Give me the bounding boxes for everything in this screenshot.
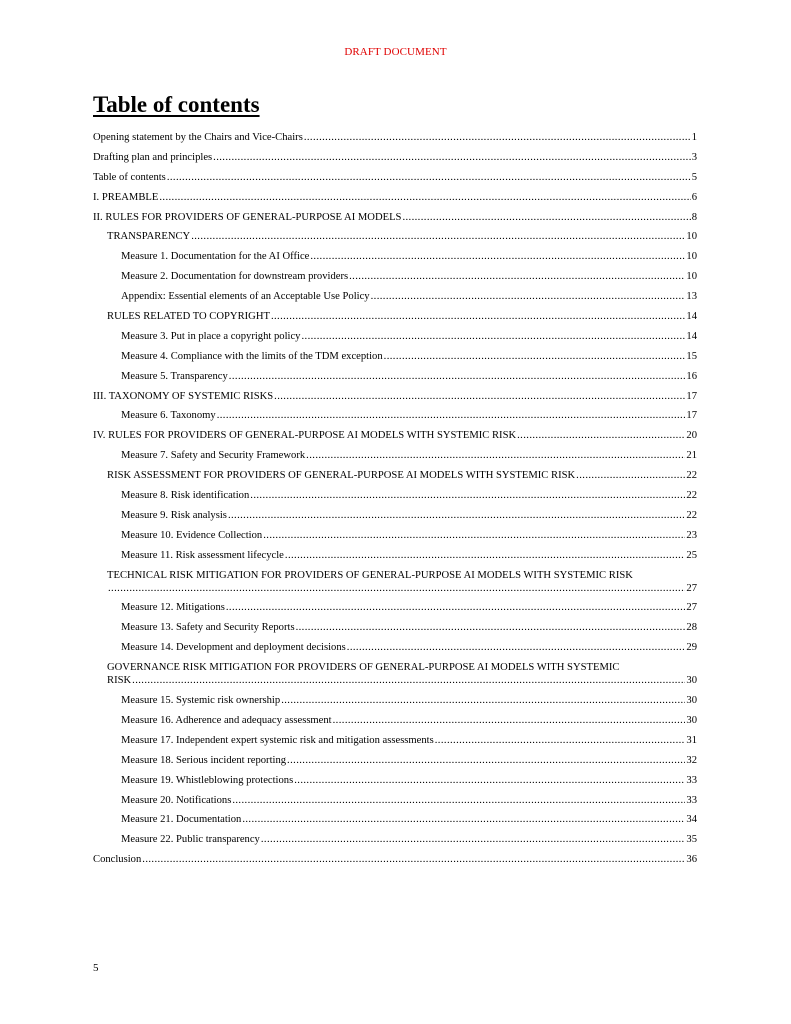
dot-leader xyxy=(217,409,686,422)
dot-leader xyxy=(306,449,685,462)
dot-leader xyxy=(301,330,685,343)
toc-entry-label: Opening statement by the Chairs and Vice-Chairs xyxy=(93,132,303,143)
dot-leader xyxy=(294,774,685,787)
dot-leader xyxy=(287,754,685,767)
toc-entry-page-number: 8 xyxy=(691,211,697,223)
toc-entry-label: Drafting plan and principles xyxy=(93,151,213,163)
toc-entry-label: Measure 4. Compliance with the limits of the TDM exception xyxy=(121,350,383,362)
dot-leader xyxy=(232,794,685,807)
dot-leader xyxy=(285,549,686,562)
toc-entry-page-number: 6 xyxy=(691,191,697,203)
dot-leader xyxy=(517,429,685,442)
toc-entry-label: Measure 18. Serious incident reporting xyxy=(121,754,287,766)
toc-entry-label: Measure 16. Adherence and adequacy assessment xyxy=(121,714,332,726)
dot-leader xyxy=(576,469,685,482)
toc-entry-label: Measure 11. Risk assessment lifecycle xyxy=(121,549,284,561)
toc-entry-label: Measure 7. Safety and Security Framework xyxy=(121,450,306,462)
toc-entry[interactable] xyxy=(93,469,697,482)
toc-entry-page-number: 1 xyxy=(691,132,697,143)
toc-entry-page-number: 17 xyxy=(686,390,697,402)
dot-leader xyxy=(191,230,685,243)
dot-leader xyxy=(167,171,691,184)
dot-leader xyxy=(347,641,686,654)
toc-entry-page-number: 23 xyxy=(686,529,697,541)
toc-entry-page-number: 30 xyxy=(686,675,697,687)
dot-leader xyxy=(349,270,685,283)
dot-leader xyxy=(229,370,686,383)
toc-entry[interactable] xyxy=(93,853,697,866)
draft-document-header: DRAFT DOCUMENT xyxy=(344,46,447,58)
toc-entry[interactable] xyxy=(93,270,697,283)
toc-entry-label: Measure 21. Documentation xyxy=(121,814,242,826)
dot-leader xyxy=(296,621,686,634)
toc-entry-label: Measure 19. Whistleblowing protections xyxy=(121,774,294,786)
toc-entry-page-number: 25 xyxy=(686,549,697,561)
toc-entry-page-number: 29 xyxy=(686,642,697,654)
dot-leader xyxy=(435,734,686,747)
toc-entry-page-number: 22 xyxy=(686,470,697,482)
toc-entry[interactable] xyxy=(93,509,697,522)
toc-entry-label: Measure 2. Documentation for downstream providers xyxy=(121,271,349,283)
toc-entry-label: Measure 1. Documentation for the AI Office xyxy=(121,251,310,263)
dot-leader xyxy=(261,833,686,846)
toc-entry-label: Measure 20. Notifications xyxy=(121,794,232,806)
toc-entry-label: Measure 17. Independent expert systemic risk and mitigation assessments xyxy=(121,734,434,746)
dot-leader xyxy=(250,489,685,502)
toc-entry[interactable] xyxy=(93,734,697,747)
toc-entry-page-number: 33 xyxy=(686,794,697,806)
toc-entry-label: Measure 13. Safety and Security Reports xyxy=(121,622,295,634)
table-of-contents xyxy=(93,131,697,873)
toc-entry[interactable] xyxy=(93,250,697,263)
dot-leader xyxy=(228,509,685,522)
toc-entry-label: Measure 22. Public transparency xyxy=(121,834,260,846)
toc-entry-label: Measure 9. Risk analysis xyxy=(121,509,227,521)
toc-entry-label: Measure 15. Systemic risk ownership xyxy=(121,695,281,707)
toc-entry[interactable] xyxy=(93,813,697,826)
toc-entry-continuation xyxy=(107,674,697,687)
toc-entry[interactable] xyxy=(93,310,697,323)
toc-entry-page-number: 14 xyxy=(686,311,697,323)
toc-entry-label: I. PREAMBLE xyxy=(93,191,159,203)
toc-entry-page-number: 27 xyxy=(686,602,697,614)
toc-entry-label: GOVERNANCE RISK MITIGATION FOR PROVIDERS OF GENERAL-PURPOSE AI MODELS WITH SYSTEMIC xyxy=(107,662,620,674)
toc-entry-page-number: 28 xyxy=(686,622,697,634)
dot-leader xyxy=(371,290,686,303)
toc-entry-label: TECHNICAL RISK MITIGATION FOR PROVIDERS OF GENERAL-PURPOSE AI MODELS WITH SYSTEMIC RISK xyxy=(107,569,633,581)
toc-entry[interactable] xyxy=(93,370,697,383)
toc-entry-page-number: 13 xyxy=(686,291,697,303)
toc-entry-continuation xyxy=(107,582,697,595)
dot-leader xyxy=(213,151,691,164)
toc-entry-label: Measure 5. Transparency xyxy=(121,370,228,382)
toc-entry[interactable] xyxy=(93,794,697,807)
toc-entry[interactable] xyxy=(93,290,697,303)
toc-entry-label: II. RULES FOR PROVIDERS OF GENERAL-PURPOSE AI MODELS xyxy=(93,211,402,223)
toc-entry-label: Measure 8. Risk identification xyxy=(121,490,250,502)
toc-entry-page-number: 32 xyxy=(686,754,697,766)
dot-leader xyxy=(263,529,685,542)
toc-entry[interactable] xyxy=(93,211,697,224)
toc-entry[interactable] xyxy=(93,390,697,403)
toc-entry[interactable] xyxy=(93,754,697,767)
toc-entry[interactable] xyxy=(93,774,697,787)
dot-leader xyxy=(310,250,685,263)
toc-entry-page-number: 33 xyxy=(686,774,697,786)
toc-entry-label: Measure 3. Put in place a copyright policy xyxy=(121,330,301,342)
toc-entry-page-number: 22 xyxy=(686,490,697,502)
toc-entry-page-number: 31 xyxy=(686,734,697,746)
toc-entry[interactable] xyxy=(93,489,697,502)
toc-entry-page-number: 30 xyxy=(686,695,697,707)
dot-leader xyxy=(226,601,686,614)
toc-entry-page-number: 20 xyxy=(686,430,697,442)
toc-entry[interactable] xyxy=(93,714,697,727)
toc-entry-page-number: 22 xyxy=(686,509,697,521)
toc-entry-label: RISK ASSESSMENT FOR PROVIDERS OF GENERAL-PURPOSE AI MODELS WITH SYSTEMIC RISK xyxy=(107,470,576,482)
toc-entry-label: RULES RELATED TO COPYRIGHT xyxy=(107,311,270,323)
toc-entry-page-number: 10 xyxy=(686,251,697,263)
toc-entry-page-number: 16 xyxy=(686,370,697,382)
toc-entry-label: Measure 14. Development and deployment decisions xyxy=(121,642,346,654)
toc-entry[interactable] xyxy=(93,151,697,164)
toc-entry[interactable] xyxy=(93,171,697,184)
toc-entry[interactable] xyxy=(93,529,697,542)
toc-entry[interactable] xyxy=(93,429,697,442)
toc-entry[interactable] xyxy=(93,601,697,614)
dot-leader xyxy=(281,694,685,707)
dot-leader xyxy=(402,211,690,224)
toc-entry[interactable] xyxy=(93,621,697,634)
dot-leader xyxy=(132,674,685,687)
toc-entry-page-number: 10 xyxy=(686,231,697,243)
toc-entry-page-number: 34 xyxy=(686,814,697,826)
toc-entry[interactable] xyxy=(93,350,697,363)
toc-entry-page-number: 5 xyxy=(691,171,697,183)
toc-entry[interactable] xyxy=(93,833,697,846)
toc-entry-page-number: 27 xyxy=(686,582,697,594)
toc-entry-page-number: 10 xyxy=(686,271,697,283)
toc-entry-label: Appendix: Essential elements of an Acceptable Use Policy xyxy=(121,291,370,303)
page-title: Table of contents xyxy=(93,92,260,117)
toc-entry-label-continued: RISK xyxy=(107,675,132,687)
toc-entry-page-number: 15 xyxy=(686,350,697,362)
dot-leader xyxy=(242,813,685,826)
toc-entry-page-number: 35 xyxy=(686,834,697,846)
toc-entry[interactable] xyxy=(93,449,697,462)
toc-entry[interactable] xyxy=(93,549,697,562)
toc-entry-page-number: 17 xyxy=(686,410,697,422)
toc-entry-label: Conclusion xyxy=(93,854,142,866)
toc-entry[interactable] xyxy=(93,661,697,687)
toc-entry[interactable] xyxy=(93,191,697,204)
toc-entry[interactable] xyxy=(93,131,697,144)
toc-entry-page-number: 14 xyxy=(686,330,697,342)
toc-entry-page-number: 3 xyxy=(691,151,697,163)
dot-leader xyxy=(333,714,686,727)
toc-entry-label: TRANSPARENCY xyxy=(107,231,191,243)
toc-entry[interactable] xyxy=(93,569,697,595)
toc-entry-label: III. TAXONOMY OF SYSTEMIC RISKS xyxy=(93,390,274,402)
dot-leader xyxy=(274,390,685,403)
page-number: 5 xyxy=(93,962,99,974)
dot-leader xyxy=(304,131,691,144)
toc-entry-page-number: 30 xyxy=(686,714,697,726)
toc-entry-label: Table of contents xyxy=(93,171,166,183)
dot-leader xyxy=(271,310,685,323)
toc-entry-label: Measure 12. Mitigations xyxy=(121,602,225,614)
toc-entry-label: IV. RULES FOR PROVIDERS OF GENERAL-PURPOSE AI MODELS WITH SYSTEMIC RISK xyxy=(93,430,517,442)
toc-entry[interactable] xyxy=(93,641,697,654)
toc-entry-label: Measure 6. Taxonomy xyxy=(121,410,216,422)
toc-entry[interactable] xyxy=(93,409,697,422)
toc-entry-label: Measure 10. Evidence Collection xyxy=(121,529,263,541)
toc-entry-page-number: 21 xyxy=(686,450,697,462)
dot-leader xyxy=(384,350,686,363)
dot-leader xyxy=(108,582,685,595)
dot-leader xyxy=(159,191,690,204)
toc-entry[interactable] xyxy=(93,230,697,243)
toc-entry-page-number: 36 xyxy=(686,854,697,866)
toc-entry[interactable] xyxy=(93,694,697,707)
dot-leader xyxy=(142,853,685,866)
toc-entry[interactable] xyxy=(93,330,697,343)
